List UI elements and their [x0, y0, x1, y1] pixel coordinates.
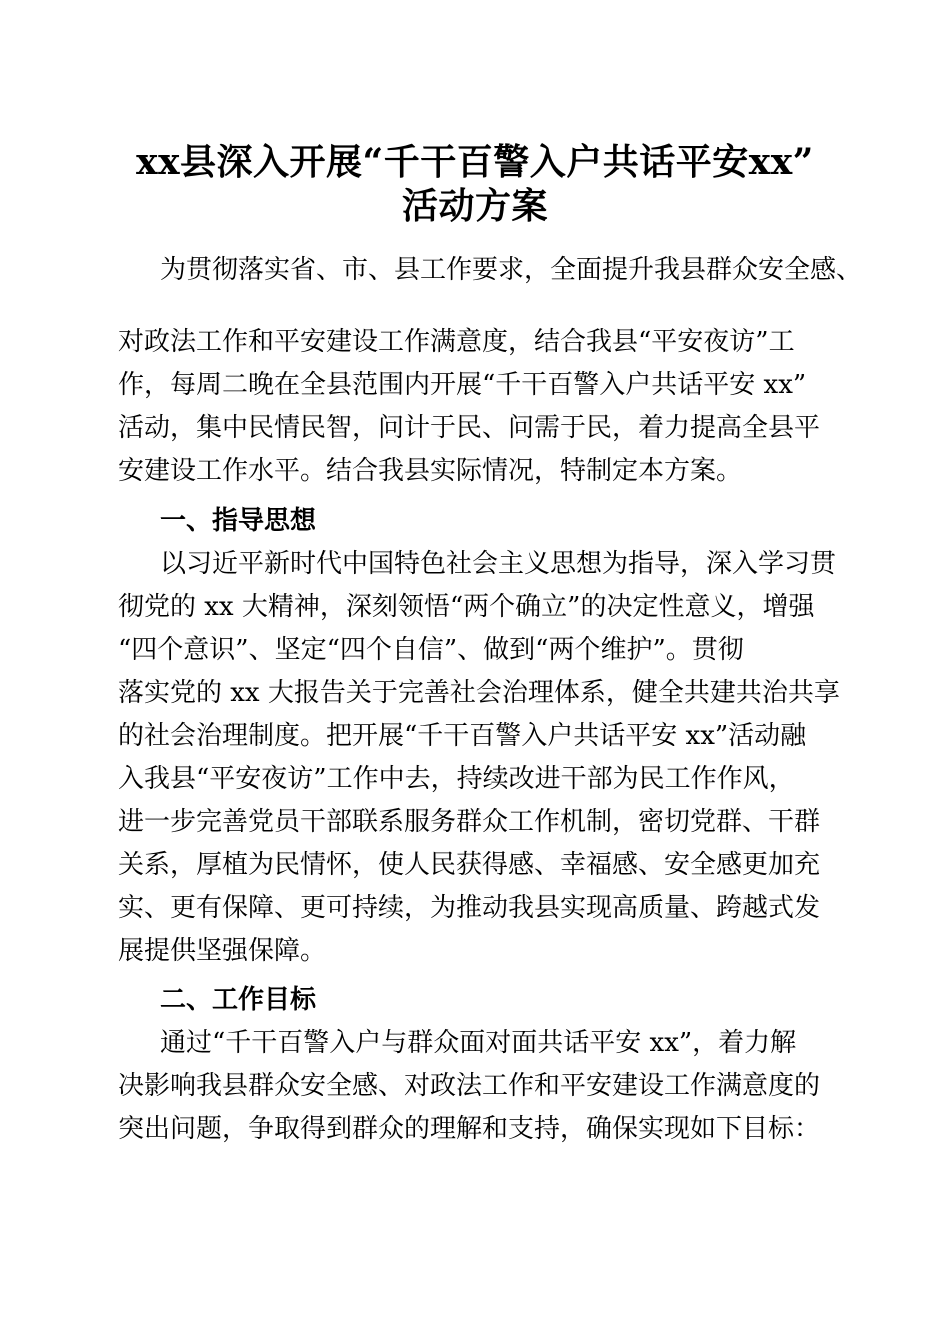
section-2-line: 通过“千干百警入户与群众面对面共话平安 xx”，着力解 [160, 1028, 797, 1058]
section-1-line: 彻党的 xx 大精神，深刻领悟“两个确立”的决定性意义，增强 [118, 592, 815, 622]
section-1-line: 以习近平新时代中国特色社会主义思想为指导，深入学习贯 [160, 549, 837, 579]
section-1-line: 关系，厚植为民情怀，使人民获得感、幸福感、安全感更加充 [118, 850, 821, 880]
section-1-line: 落实党的 xx 大报告关于完善社会治理体系，健全共建共治共享 [118, 678, 840, 708]
intro-line: 作，每周二晚在全县范围内开展“千干百警入户共话平安 xx” [118, 370, 807, 400]
section-1-line: 展提供坚强保障。 [118, 936, 327, 966]
section-heading-work-goals: 二、工作目标 [160, 985, 317, 1015]
section-1-line: “四个意识”、坚定“四个自信”、做到“两个维护”。贯彻 [118, 635, 744, 665]
section-2-line: 决影响我县群众安全感、对政法工作和平安建设工作满意度的 [118, 1071, 821, 1101]
section-2-line: 突出问题，争取得到群众的理解和支持，确保实现如下目标： [118, 1114, 821, 1144]
intro-line: 安建设工作水平。结合我县实际情况，特制定本方案。 [118, 456, 743, 486]
document-title-line-2: 活动方案 [401, 185, 548, 227]
section-1-line: 进一步完善党员干部联系服务群众工作机制，密切党群、干群 [118, 807, 821, 837]
document-title-line-1: xx县深入开展“千干百警入户共话平安xx” [136, 141, 814, 183]
section-1-line: 实、更有保障、更可持续，为推动我县实现高质量、跨越式发 [118, 893, 821, 923]
intro-line: 活动，集中民情民智，问计于民、问需于民，着力提高全县平 [118, 413, 821, 443]
section-1-line: 的社会治理制度。把开展“千干百警入户共话平安 xx”活动融 [118, 721, 807, 751]
intro-line: 对政法工作和平安建设工作满意度，结合我县“平安夜访”工 [118, 327, 795, 357]
section-heading-guiding-ideology: 一、指导思想 [160, 506, 317, 536]
section-1-line: 入我县“平安夜访”工作中去，持续改进干部为民工作作风， [118, 764, 795, 794]
intro-line: 为贯彻落实省、市、县工作要求，全面提升我县群众安全感、 [160, 255, 863, 285]
